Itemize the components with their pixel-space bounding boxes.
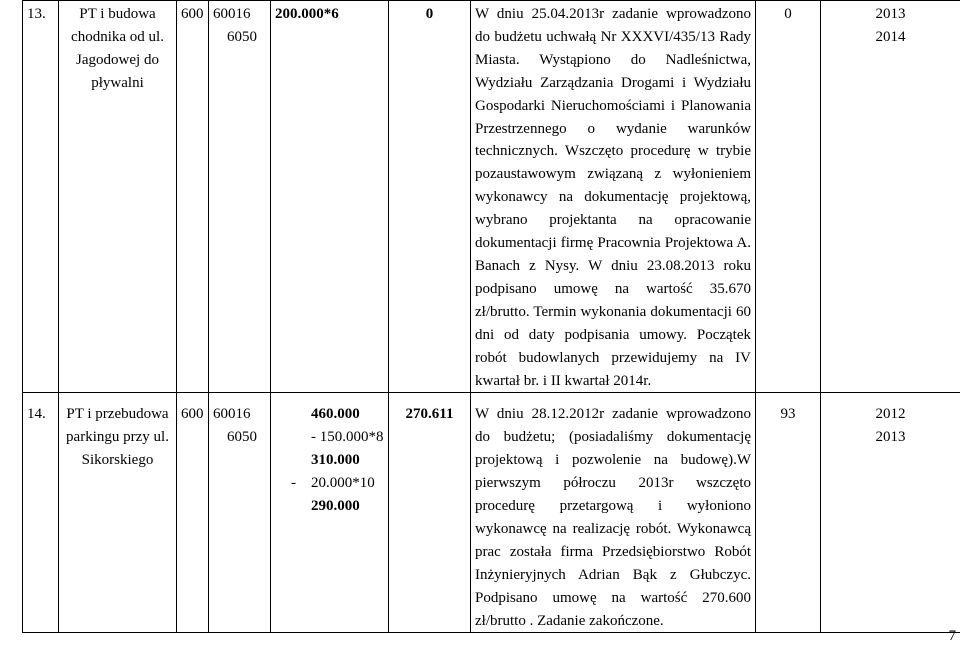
task-name: PT i przebudowa parkingu przy ul. Sikorskiego <box>59 393 177 633</box>
row-number: 14. <box>23 393 59 633</box>
subsection-codes <box>209 1 271 393</box>
table-row <box>23 393 960 633</box>
amount-line: 310.000 <box>311 452 360 469</box>
table-row <box>23 1 960 393</box>
amount-line: - 150.000*8 <box>311 429 384 446</box>
section-code: 600 <box>177 393 209 633</box>
amount-line: 460.000 <box>311 406 360 423</box>
planned-amount-breakdown <box>271 393 389 633</box>
paragraph-code: 6050 <box>227 429 257 446</box>
execution-percent: 93 <box>756 393 821 633</box>
section-code: 600 <box>177 1 209 393</box>
executed-amount: 270.611 <box>389 393 471 633</box>
task-description: W dniu 25.04.2013r zadanie wprowadzono do budżetu uchwałą Nr XXXVI/435/13 Rady Miasta. Wystąpiono do Nadleśnictwa, Wydziału Zarządzania Drogami i Wydziału Gospodarki Nieruchomościami i Planowania Przestrzennego o wydanie warunków technicznych. Wszczęto procedurę w trybie pozaustawowym związaną z wyłonieniem wykonawcy na dokumentację projektową, wybrano projektanta na opracowanie dokumentacji firmę Pracownia Projektowa A. Banach z Nysy. W dniu 23.08.2013 roku podpisano umowę na wartość 35.670 zł/brutto. Termin wykonania dokumentacji 60 dni od daty podpisania umowy. Początek robót budowlanych przewidujemy na IV kwartał br. i II kwartał 2014r. <box>471 1 756 393</box>
amount-line: - 20.000*10 <box>291 475 375 492</box>
task-years <box>821 393 960 633</box>
year-end: 2013 <box>875 429 906 446</box>
task-description: W dniu 28.12.2012r zadanie wprowadzono do budżetu; (posiadaliśmy dokumentację projektową i pozwolenie na budowę).W pierwszym półroczu 2013r wszczęto procedurę przetargową i wyłoniono wykonawcę na realizację robót. Wykonawcą prac została firma Przedsiębiorstwo Robót Inżynieryjnych Adrian Bąk z Głubczyc. Podpisano umowę na wartość 270.600 zł/brutto . Zadanie zakończone. <box>471 393 756 633</box>
subsection-code: 60016 <box>213 406 251 423</box>
planned-amount: 200.000*6 <box>271 1 389 393</box>
subsection-codes <box>209 393 271 633</box>
task-name: PT i budowa chodnika od ul. Jagodowej do pływalni <box>59 1 177 393</box>
task-years <box>821 1 960 393</box>
amount-line: 290.000 <box>311 498 360 515</box>
investment-table <box>22 0 960 633</box>
year-start: 2013 <box>875 6 906 22</box>
row-number: 13. <box>23 1 59 393</box>
executed-amount: 0 <box>389 1 471 393</box>
year-start: 2012 <box>875 406 906 423</box>
execution-percent: 0 <box>756 1 821 393</box>
page-number: 7 <box>948 628 956 644</box>
subsection-code: 60016 <box>213 6 251 22</box>
year-end: 2014 <box>875 28 906 45</box>
paragraph-code: 6050 <box>227 28 257 45</box>
